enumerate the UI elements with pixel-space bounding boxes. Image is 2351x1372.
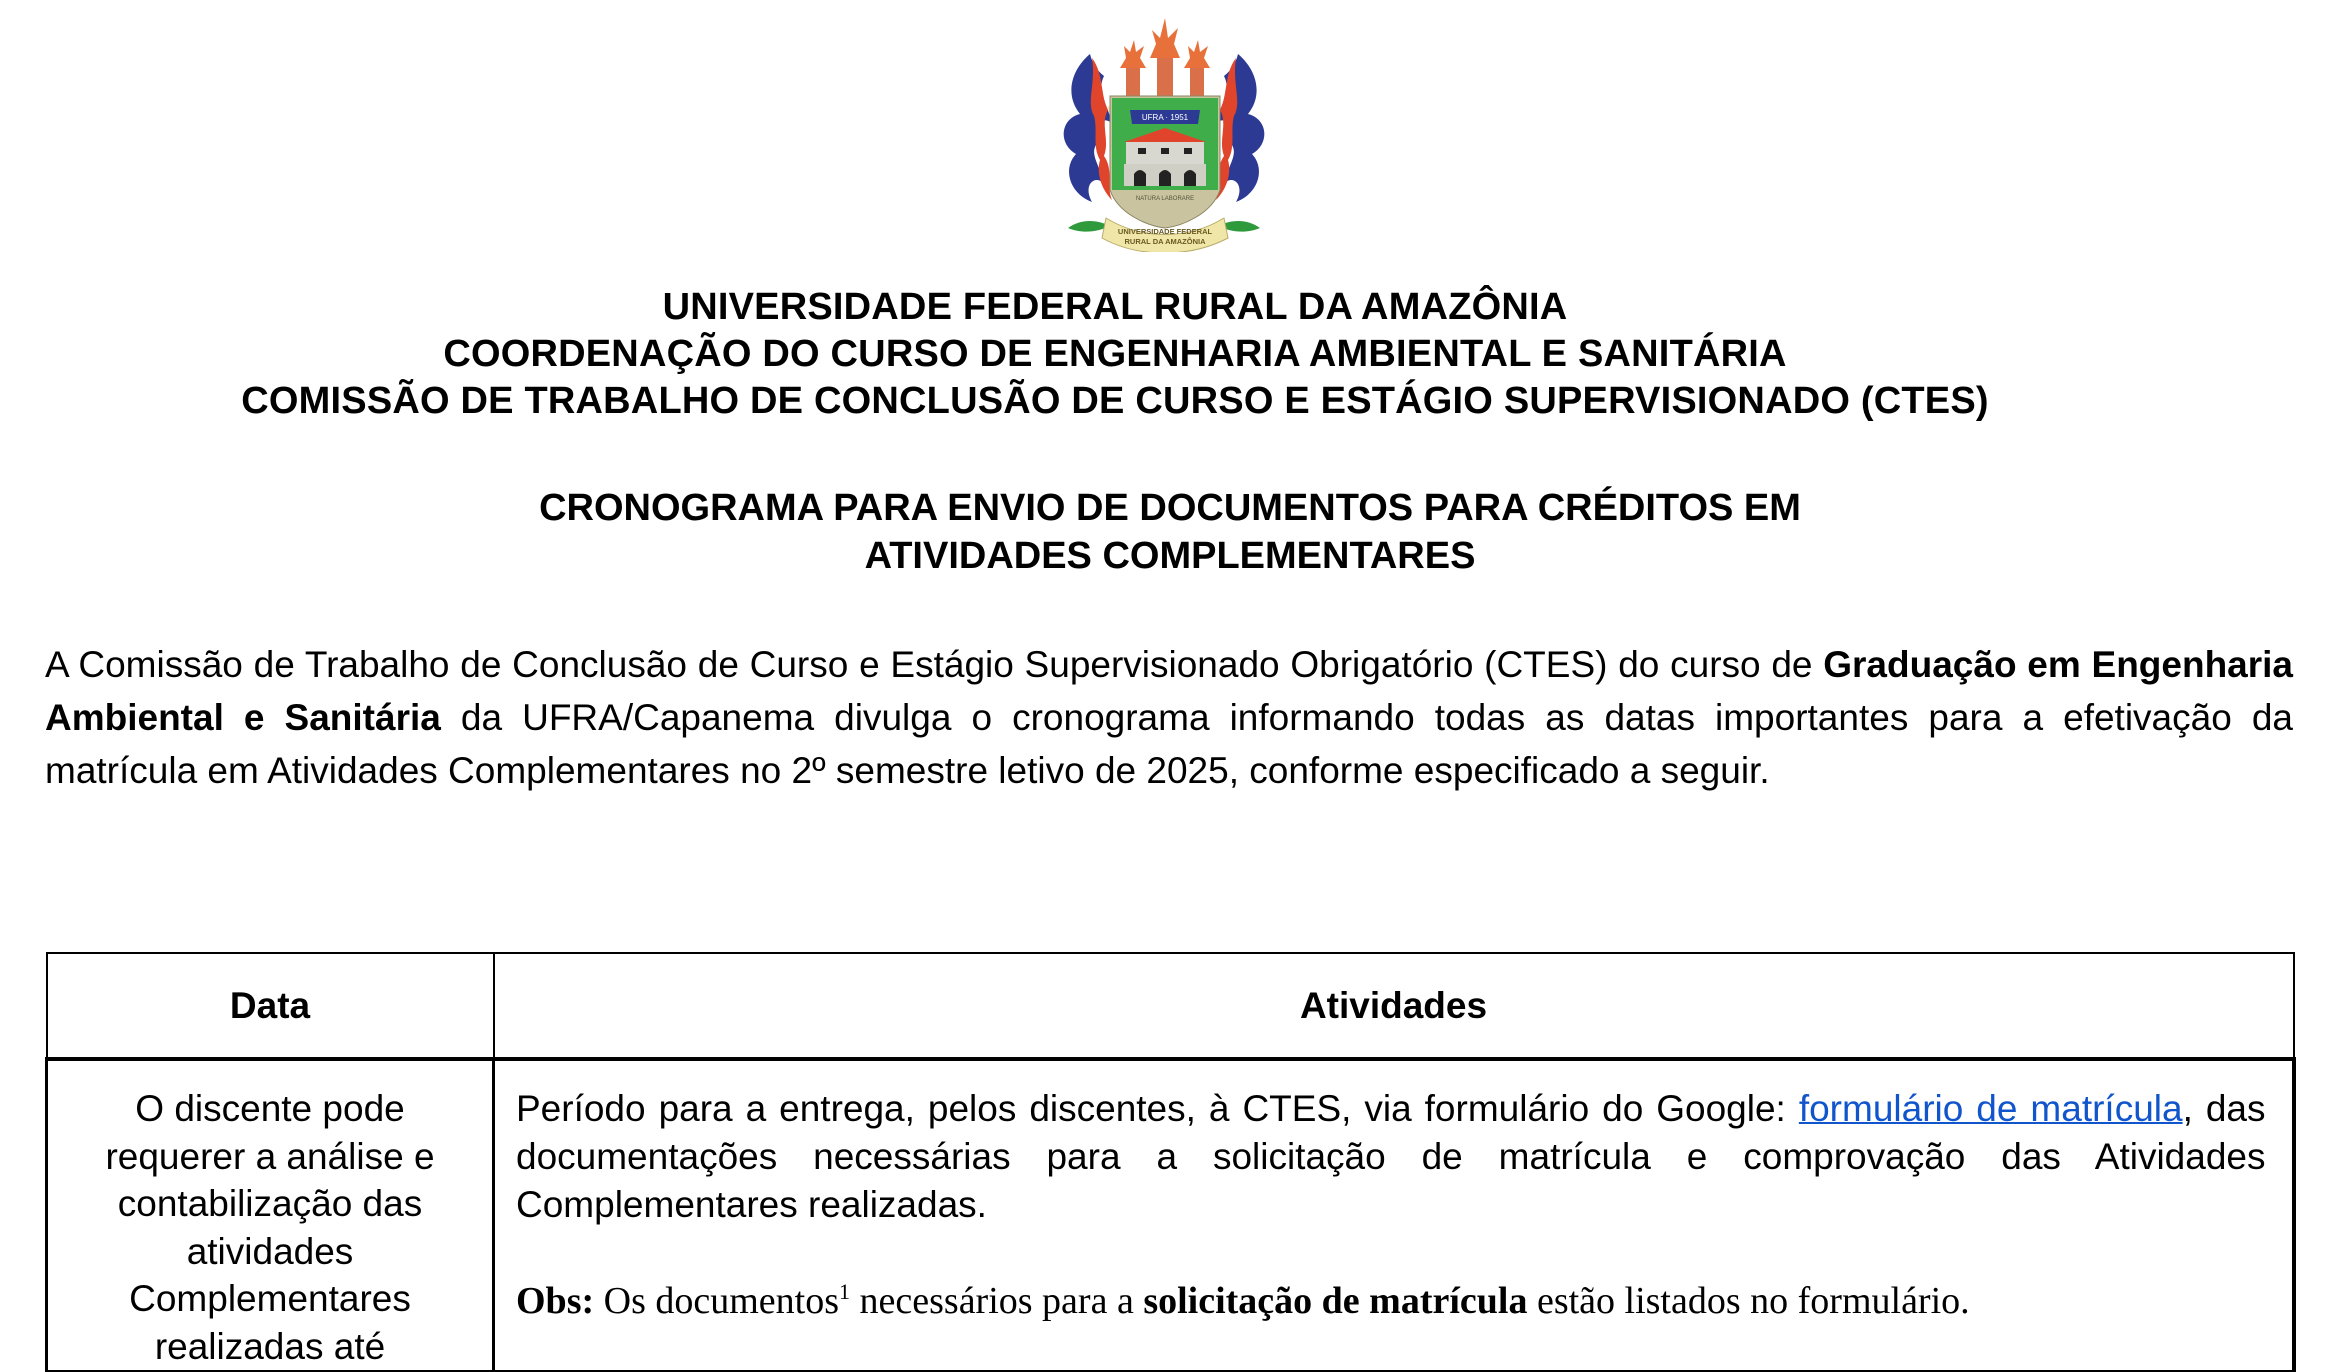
date-cell: [47, 1059, 494, 1371]
footnote-marker[interactable]: 1: [839, 1279, 851, 1304]
document-title-line2: ATIVIDADES COMPLEMENTARES: [864, 535, 1476, 577]
schedule-table: [45, 952, 2296, 1372]
activity-description: [516, 1085, 2266, 1229]
logo-motto: NATURA LABORARE: [1135, 196, 1195, 202]
table-row: [47, 1059, 2294, 1371]
university-coat-of-arms-icon: [1052, 14, 1276, 252]
obs-label: Obs:: [516, 1280, 595, 1322]
enrollment-form-link[interactable]: formulário de matrícula: [1798, 1088, 2183, 1129]
intro-course-name: Graduação em Engenharia Ambiental e Sanitária: [45, 644, 2294, 738]
column-header-activities: Atividades: [494, 953, 2294, 1059]
intro-text-end: da UFRA/Capanema divulga o cronograma informando todas as datas importantes para a efetivação da matrícula em Atividades Complementares no 2º semestre letivo de 2025, conforme especificado a seguir.: [45, 697, 2293, 791]
activity-cell-content: [495, 1061, 2292, 1325]
obs-text-3: estão listados no formulário.: [1527, 1280, 1970, 1322]
activity-text-start: Período para a entrega, pelos discentes, à CTES, via formulário do Google:: [516, 1088, 1799, 1129]
obs-text-2: necessários para a: [850, 1280, 1144, 1322]
institution-header: [0, 284, 2230, 425]
obs-bold-text: solicitação de matrícula: [1143, 1280, 1528, 1322]
document-title: [0, 484, 2340, 580]
logo-ribbon-line1: UNIVERSIDADE FEDERAL: [1117, 227, 1213, 236]
table-header-row: [47, 953, 2294, 1059]
activity-cell: [494, 1059, 2294, 1371]
university-name: UNIVERSIDADE FEDERAL RURAL DA AMAZÔNIA: [662, 286, 1568, 328]
logo-ribbon-line2: RURAL DA AMAZÔNIA: [1124, 237, 1206, 246]
logo-banner-text: UFRA · 1951: [1141, 113, 1189, 122]
date-cell-text: O discente pode requerer a análise e contabilização das atividades Complementares realizadas até: [105, 1088, 435, 1367]
intro-text-start: A Comissão de Trabalho de Conclusão de Curso e Estágio Supervisionado Obrigatório (CTES) do curso de: [45, 644, 1824, 685]
document-title-line1: CRONOGRAMA PARA ENVIO DE DOCUMENTOS PARA CRÉDITOS EM: [539, 487, 1801, 529]
commission-name: COMISSÃO DE TRABALHO DE CONCLUSÃO DE CURSO E ESTÁGIO SUPERVISIONADO (CTES): [241, 380, 1989, 422]
activity-text-end: , das documentações necessárias para a solicitação de matrícula e comprovação das Atividades Complementares realizadas.: [516, 1088, 2266, 1225]
obs-text-1: Os documentos: [594, 1280, 840, 1322]
column-header-date: Data: [47, 953, 494, 1059]
course-coordination: COORDENAÇÃO DO CURSO DE ENGENHARIA AMBIENTAL E SANITÁRIA: [443, 333, 1787, 375]
intro-paragraph: [45, 638, 2293, 797]
observation-note: [516, 1277, 2266, 1325]
university-logo: [1052, 14, 1276, 252]
